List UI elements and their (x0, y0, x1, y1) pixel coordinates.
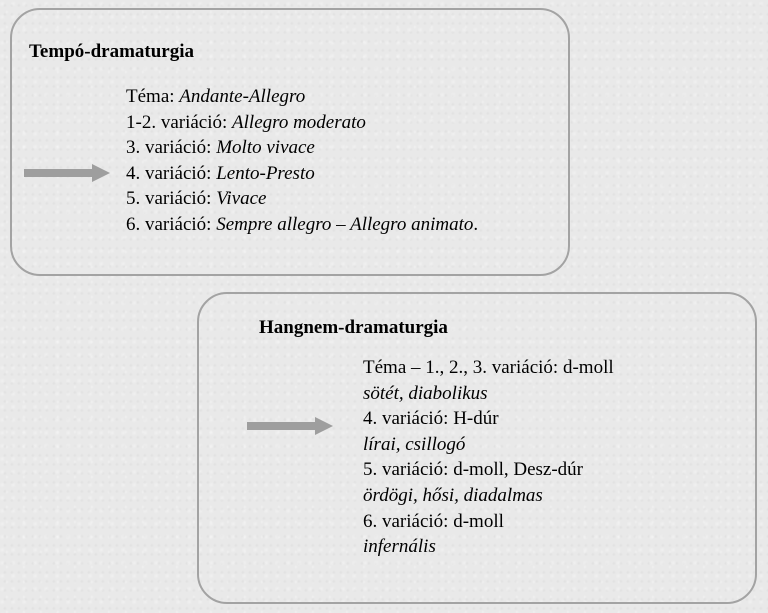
tempo-item-variation-5 (126, 186, 478, 212)
tempo-item-suffix: . (473, 213, 479, 235)
hangnem-title: Hangnem-dramaturgia (259, 317, 448, 338)
hangnem-item-desc: sötét, diabolikus (363, 382, 488, 404)
arrow-right-icon (24, 163, 110, 183)
tempo-item-theme (126, 84, 478, 110)
tempo-dramaturgy-panel (10, 8, 570, 276)
arrow-right-icon (247, 416, 333, 436)
tempo-item-value: Lento-Presto (216, 162, 315, 184)
tempo-item-variation-4 (126, 161, 478, 187)
tempo-item-value: Molto vivace (216, 137, 315, 159)
tempo-item-label: 5. variáció: (126, 188, 217, 210)
hangnem-item-desc: infernális (363, 536, 436, 558)
hangnem-item-key: Téma – 1., 2., 3. variáció: d-moll (363, 357, 614, 378)
tempo-item-value: Allegro moderato (232, 111, 366, 133)
tempo-item-value: Vivace (216, 188, 267, 210)
tempo-item-label: 4. variáció: (126, 162, 217, 184)
tempo-item-variation-6 (126, 212, 478, 238)
tempo-item-variation-1-2 (126, 110, 478, 136)
tempo-item-value: Sempre allegro – Allegro animato (216, 213, 474, 235)
tempo-item-label: Téma: (126, 86, 180, 107)
tempo-list (126, 84, 478, 238)
tempo-title: Tempó-dramaturgia (29, 41, 195, 62)
hangnem-item-desc: lírai, csillogó (363, 433, 466, 455)
hangnem-item-key: 4. variáció: H-dúr (363, 408, 499, 430)
tempo-item-label: 6. variáció: (126, 213, 217, 235)
key-dramaturgy-panel (197, 292, 757, 604)
tempo-item-label: 3. variáció: (126, 137, 217, 159)
tempo-item-variation-3 (126, 135, 478, 161)
tempo-item-value: Andante-Allegro (179, 86, 306, 107)
hangnem-list (363, 355, 614, 560)
hangnem-item-key: 5. variáció: d-moll, Desz-dúr (363, 459, 584, 481)
tempo-item-label: 1-2. variáció: (126, 111, 233, 133)
hangnem-item-key: 6. variáció: d-moll (363, 510, 504, 532)
hangnem-item-desc: ördögi, hősi, diadalmas (363, 484, 543, 506)
